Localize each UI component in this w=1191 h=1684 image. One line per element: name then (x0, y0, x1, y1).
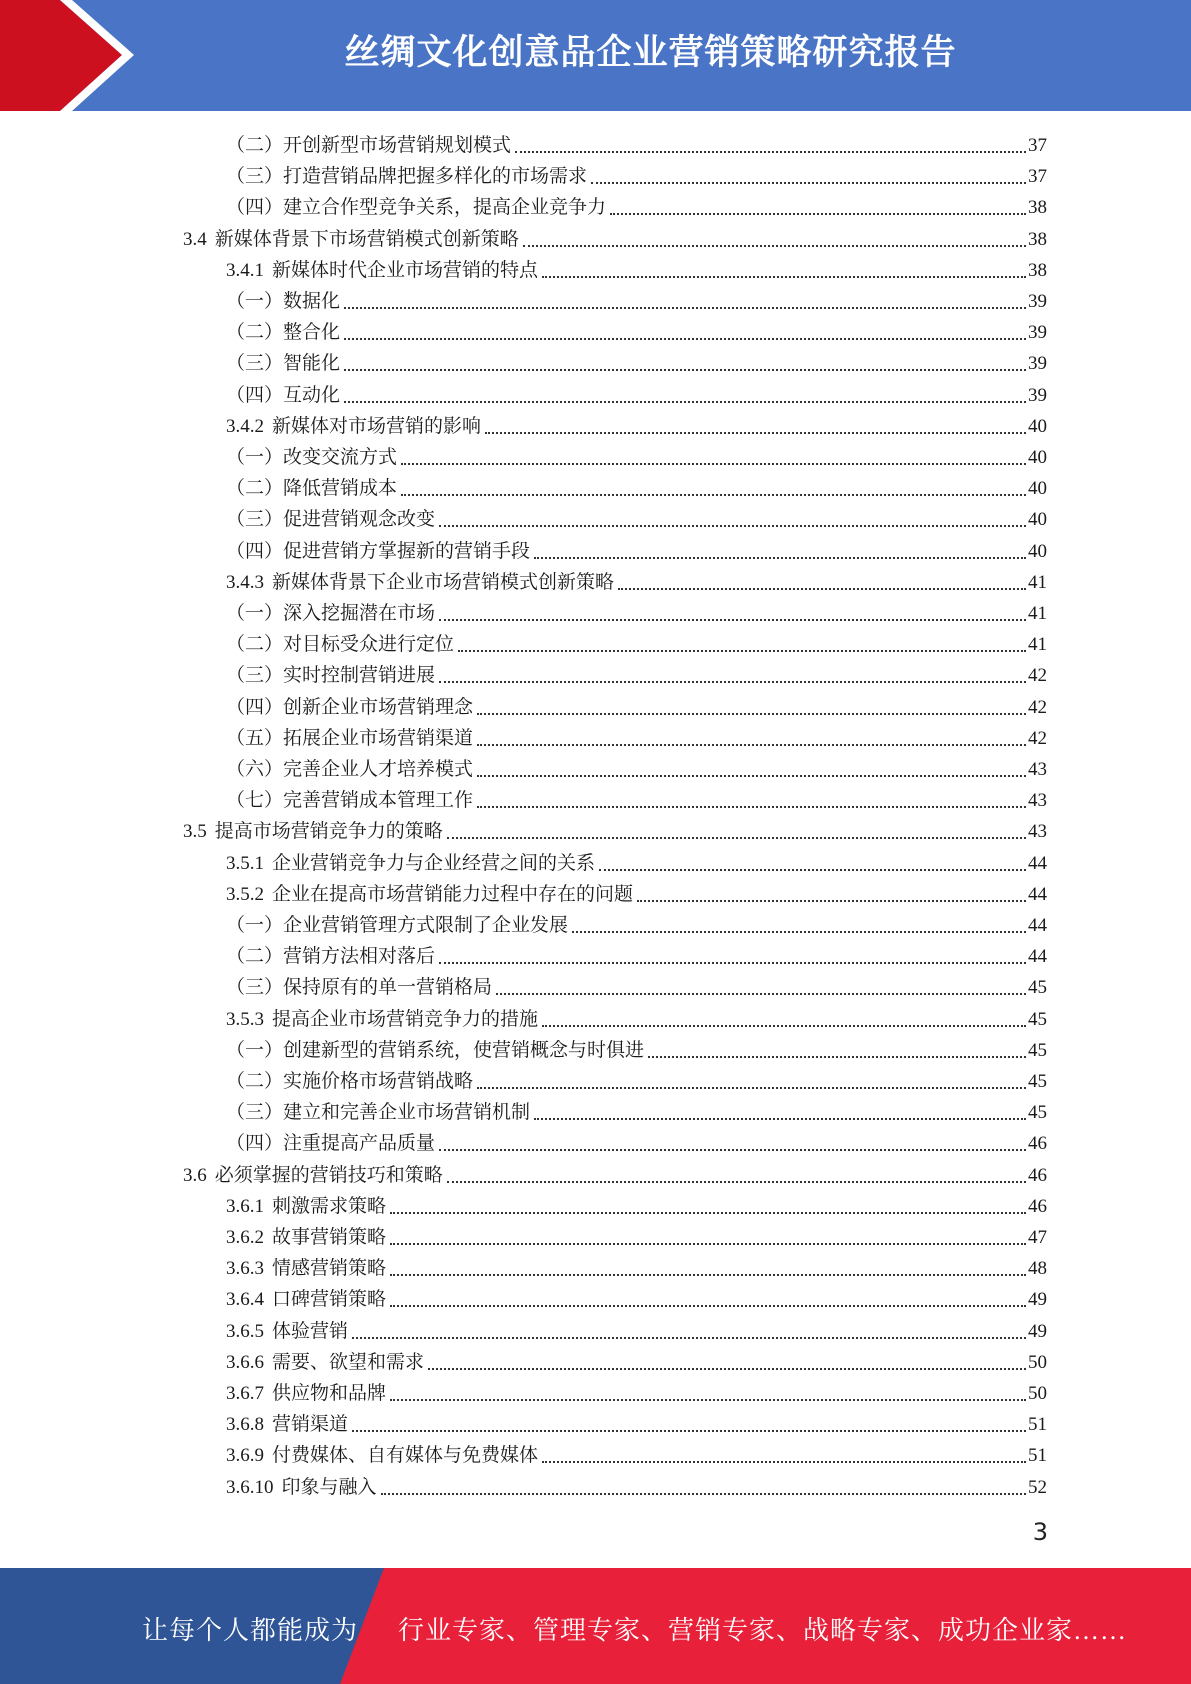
toc-entry-text: 口碑营销策略 (272, 1289, 387, 1311)
toc-dot-leader (390, 1305, 1026, 1307)
toc-page-number: 44 (1028, 915, 1047, 936)
toc-entry[interactable] (226, 1345, 1047, 1376)
toc-entry-text: （一）数据化 (226, 291, 341, 312)
toc-dot-leader (542, 276, 1026, 278)
toc-dot-leader (390, 1212, 1026, 1214)
toc-page-number: 41 (1028, 571, 1047, 593)
toc-entry[interactable] (226, 190, 1047, 221)
toc-entry[interactable] (226, 721, 1047, 752)
toc-entry[interactable] (226, 565, 1047, 596)
toc-section-number: 3.4.3 (226, 571, 264, 593)
toc-entry-title (226, 944, 435, 970)
toc-dot-leader (344, 338, 1026, 340)
toc-entry-text: （四）注重提高产品质量 (226, 1133, 436, 1155)
toc-dot-leader (447, 1181, 1026, 1183)
toc-dot-leader (477, 713, 1026, 715)
toc-page-number: 45 (1028, 1071, 1047, 1092)
toc-dot-leader (542, 1461, 1026, 1463)
toc-section-number: 3.6.2 (226, 1227, 264, 1248)
toc-entry-title (226, 1069, 473, 1095)
toc-page-number: 49 (1028, 1289, 1047, 1311)
toc-entry[interactable] (226, 471, 1047, 502)
toc-entry[interactable] (226, 690, 1047, 721)
toc-page-number: 40 (1028, 509, 1047, 531)
toc-entry[interactable] (183, 222, 1047, 253)
page-footer (0, 1568, 1191, 1684)
toc-entry-title (226, 695, 473, 721)
toc-page-number: 50 (1028, 1383, 1047, 1404)
toc-entry-title (226, 351, 340, 377)
toc-dot-leader (477, 744, 1026, 746)
toc-page-number: 42 (1028, 696, 1047, 718)
toc-entry[interactable] (226, 970, 1047, 1001)
toc-page-number: 44 (1028, 883, 1047, 905)
toc-entry-text: （四）互动化 (226, 384, 341, 406)
toc-dot-leader (439, 962, 1026, 964)
toc-page-number: 42 (1028, 665, 1047, 687)
toc-page-number: 40 (1028, 415, 1047, 437)
toc-entry-title (226, 383, 340, 409)
toc-page-number: 51 (1028, 1414, 1047, 1436)
toc-dot-leader (401, 463, 1026, 465)
toc-entry-text: 刺激需求策略 (272, 1195, 387, 1217)
toc-entry[interactable] (226, 1282, 1047, 1313)
toc-page-number: 42 (1028, 727, 1047, 749)
toc-section-number: 3.5.3 (226, 1008, 264, 1030)
toc-entry-text: （一）深入挖掘潜在市场 (226, 603, 436, 624)
toc-section-number: 3.6.1 (226, 1195, 264, 1217)
toc-entry-title (226, 851, 595, 877)
toc-section-number: 3.5.2 (226, 883, 264, 905)
toc-entry-text: 付费媒体、自有媒体与免费媒体 (272, 1445, 539, 1467)
toc-page-number: 45 (1028, 1039, 1047, 1061)
toc-dot-leader (477, 1087, 1026, 1089)
toc-dot-leader (381, 1493, 1026, 1495)
toc-entry-text: （三）建立和完善企业市场营销机制 (226, 1102, 531, 1124)
toc-entry-title (226, 539, 530, 565)
toc-dot-leader (458, 650, 1026, 652)
toc-entry-text: （三）促进营销观念改变 (226, 509, 436, 531)
toc-dot-leader (439, 1149, 1026, 1151)
toc-section-number: 3.6 (183, 1164, 207, 1186)
toc-entry-text: 提高市场营销竞争力的策略 (214, 821, 443, 843)
toc-page-number: 37 (1028, 166, 1047, 188)
toc-entry-title (226, 133, 511, 159)
toc-dot-leader (352, 1337, 1026, 1339)
toc-page-number: 46 (1028, 1164, 1047, 1186)
toc-section-number: 3.4 (183, 228, 207, 250)
toc-entry-text: 必须掌握的营销技巧和策略 (214, 1164, 443, 1186)
toc-dot-leader (523, 245, 1026, 247)
toc-entry-title (226, 164, 587, 190)
toc-entry-title (226, 1007, 538, 1033)
toc-entry-title (226, 1038, 644, 1064)
toc-dot-leader (428, 1368, 1026, 1370)
toc-page-number: 45 (1028, 977, 1047, 999)
toc-entry[interactable] (226, 346, 1047, 377)
toc-page-number: 50 (1028, 1351, 1047, 1373)
toc-dot-leader (390, 1399, 1026, 1401)
toc-entry-title (226, 601, 435, 627)
toc-entry-title (226, 1443, 538, 1469)
toc-page-number: 49 (1028, 1320, 1047, 1342)
toc-page-number: 39 (1028, 322, 1047, 344)
toc-entry-title (226, 320, 340, 346)
toc-entry[interactable] (226, 1033, 1047, 1064)
toc-entry[interactable] (226, 877, 1047, 908)
toc-section-number: 3.6.4 (226, 1289, 264, 1311)
toc-entry-text: （二）降低营销成本 (226, 478, 398, 500)
toc-entry[interactable] (226, 534, 1047, 565)
toc-entry-text: （一）改变交流方式 (226, 447, 398, 468)
toc-entry-title (226, 1194, 386, 1220)
toc-section-number: 3.4.2 (226, 415, 264, 437)
toc-dot-leader (599, 869, 1026, 871)
toc-entry[interactable] (226, 1376, 1047, 1407)
toc-page-number: 38 (1028, 197, 1047, 219)
toc-entry-text: 体验营销 (272, 1320, 349, 1342)
toc-entry-title (226, 1381, 386, 1407)
toc-dot-leader (390, 1243, 1026, 1245)
toc-page-number: 45 (1028, 1008, 1047, 1030)
toc-page-number: 38 (1028, 228, 1047, 250)
toc-page-number: 39 (1028, 353, 1047, 375)
toc-entry-text: 情感营销策略 (272, 1258, 387, 1280)
toc-entry-text: （四）创新企业市场营销理念 (226, 696, 474, 718)
document-title: 丝绸文化创意品企业营销策略研究报告 (344, 33, 957, 73)
toc-section-number: 3.6.5 (226, 1320, 264, 1342)
toc-page-number: 39 (1028, 291, 1047, 312)
toc-entry[interactable] (226, 502, 1047, 533)
toc-entry-text: （一）创建新型的营销系统，使营销概念与时俱进 (226, 1039, 645, 1061)
toc-entry[interactable] (226, 128, 1047, 159)
toc-entry-text: 企业营销竞争力与企业经营之间的关系 (272, 852, 596, 874)
toc-entry-text: 新媒体时代企业市场营销的特点 (272, 259, 539, 281)
toc-entry-text: （四）建立合作型竞争关系，提高企业竞争力 (226, 197, 607, 219)
toc-entry[interactable] (226, 1189, 1047, 1220)
toc-entry[interactable] (226, 1407, 1047, 1438)
toc-page-number: 46 (1028, 1133, 1047, 1155)
toc-entry-title (226, 788, 473, 814)
toc-entry[interactable] (226, 1251, 1047, 1282)
toc-dot-leader (344, 369, 1026, 371)
toc-entry-title (226, 1475, 377, 1501)
toc-dot-leader (352, 1430, 1026, 1432)
toc-page-number: 41 (1028, 634, 1047, 656)
toc-dot-leader (618, 588, 1026, 590)
toc-entry[interactable] (226, 658, 1047, 689)
toc-entry[interactable] (226, 1220, 1047, 1251)
page-number: 3 (1032, 1518, 1048, 1546)
toc-page-number: 40 (1028, 447, 1047, 468)
toc-entry-title (226, 757, 473, 783)
toc-dot-leader (515, 151, 1026, 153)
toc-section-number: 3.6.9 (226, 1445, 264, 1467)
toc-section-number: 3.6.3 (226, 1258, 264, 1280)
toc-dot-leader (534, 1118, 1026, 1120)
toc-entry-title (226, 726, 473, 752)
toc-dot-leader (447, 837, 1026, 839)
toc-entry[interactable] (226, 1095, 1047, 1126)
toc-dot-leader (439, 525, 1026, 527)
toc-page-number: 37 (1028, 135, 1047, 156)
toc-entry-text: （二）整合化 (226, 322, 341, 344)
toc-dot-leader (637, 900, 1026, 902)
toc-section-number: 3.4.1 (226, 259, 264, 281)
toc-entry[interactable] (226, 939, 1047, 970)
toc-page-number: 39 (1028, 384, 1047, 406)
toc-entry-text: 新媒体背景下企业市场营销模式创新策略 (272, 571, 615, 593)
toc-entry-title (226, 975, 492, 1001)
toc-page-number: 40 (1028, 540, 1047, 562)
header-chevron-decoration (0, 0, 160, 111)
toc-page-number: 43 (1028, 790, 1047, 812)
toc-page-number: 44 (1028, 852, 1047, 874)
toc-entry-title (183, 227, 519, 253)
footer-tagline: 行业专家、管理专家、营销专家、战略专家、成功企业家…… (398, 1616, 1128, 1645)
toc-dot-leader (401, 494, 1026, 496)
toc-entry-text: 新媒体对市场营销的影响 (272, 415, 482, 437)
toc-entry-title (226, 1412, 348, 1438)
toc-entry[interactable] (226, 908, 1047, 939)
toc-entry-title (226, 1225, 386, 1251)
toc-entry[interactable] (226, 596, 1047, 627)
toc-dot-leader (496, 993, 1026, 995)
toc-dot-leader (344, 401, 1026, 403)
footer-slogan: 让每个人都能成为 (142, 1616, 359, 1645)
toc-entry-text: （二）对目标受众进行定位 (226, 634, 455, 656)
toc-entry-title (226, 570, 614, 596)
toc-entry[interactable] (226, 253, 1047, 284)
toc-entry[interactable] (226, 159, 1047, 190)
toc-entry[interactable] (183, 814, 1047, 845)
toc-entry-text: （三）保持原有的单一营销格局 (226, 977, 493, 999)
toc-entry[interactable] (226, 1002, 1047, 1033)
toc-entry-title (226, 1350, 424, 1376)
toc-entry-text: （一）企业营销管理方式限制了企业发展 (226, 915, 569, 936)
toc-page-number: 43 (1028, 759, 1047, 780)
toc-dot-leader (477, 806, 1026, 808)
toc-entry[interactable] (226, 627, 1047, 658)
toc-entry-title (183, 1163, 443, 1189)
toc-entry-title (226, 1256, 386, 1282)
toc-entry[interactable] (226, 440, 1047, 471)
toc-dot-leader (485, 432, 1026, 434)
toc-page-number: 48 (1028, 1258, 1047, 1280)
toc-entry-text: （三）实时控制营销进展 (226, 665, 436, 687)
toc-entry-title (226, 445, 397, 471)
toc-dot-leader (572, 931, 1026, 933)
toc-entry-text: 新媒体背景下市场营销模式创新策略 (214, 228, 519, 250)
toc-section-number: 3.6.8 (226, 1414, 264, 1436)
toc-entry[interactable] (226, 1438, 1047, 1469)
toc-dot-leader (439, 681, 1026, 683)
toc-entry-title (226, 1131, 435, 1157)
toc-entry-text: （三）智能化 (226, 353, 341, 375)
toc-entry-title (226, 913, 568, 939)
toc-entry-text: 印象与融入 (281, 1476, 377, 1498)
toc-entry-title (226, 1319, 348, 1345)
toc-entry-text: 提高企业市场营销竞争力的措施 (272, 1008, 539, 1030)
toc-entry[interactable] (226, 315, 1047, 346)
toc-entry-title (226, 507, 435, 533)
toc-page-number: 38 (1028, 259, 1047, 281)
toc-dot-leader (591, 182, 1026, 184)
toc-page-number: 47 (1028, 1227, 1047, 1248)
toc-dot-leader (610, 213, 1026, 215)
toc-entry-title (226, 258, 538, 284)
toc-entry-text: （二）实施价格市场营销战略 (226, 1071, 474, 1092)
toc-entry-text: （六）完善企业人才培养模式 (226, 759, 474, 780)
toc-entry-title (183, 819, 443, 845)
toc-entry-text: 供应物和品牌 (272, 1383, 387, 1404)
toc-entry[interactable] (226, 284, 1047, 315)
toc-entry[interactable] (183, 1158, 1047, 1189)
toc-entry-title (226, 414, 481, 440)
toc-entry-title (226, 663, 435, 689)
toc-entry[interactable] (226, 378, 1047, 409)
toc-page-number: 46 (1028, 1195, 1047, 1217)
toc-entry[interactable] (226, 1126, 1047, 1157)
toc-entry-text: 故事营销策略 (272, 1227, 387, 1248)
toc-entry[interactable] (226, 846, 1047, 877)
toc-entry-title (226, 1100, 530, 1126)
toc-entry-text: （五）拓展企业市场营销渠道 (226, 727, 474, 749)
toc-page-number: 45 (1028, 1102, 1047, 1124)
toc-entry-text: （二）营销方法相对落后 (226, 946, 436, 968)
toc-entry-text: （七）完善营销成本管理工作 (226, 790, 474, 812)
toc-entry-title (226, 476, 397, 502)
toc-entry-text: 企业在提高市场营销能力过程中存在的问题 (272, 883, 634, 905)
toc-dot-leader (648, 1056, 1026, 1058)
toc-entry-text: 营销渠道 (272, 1414, 349, 1436)
page-header (0, 0, 1191, 111)
toc-dot-leader (439, 619, 1026, 621)
toc-entry[interactable] (226, 752, 1047, 783)
toc-section-number: 3.5.1 (226, 852, 264, 874)
toc-page-number: 40 (1028, 478, 1047, 500)
toc-entry-text: （二）开创新型市场营销规划模式 (226, 135, 512, 156)
toc-entry-title (226, 289, 340, 315)
toc-entry[interactable] (226, 1314, 1047, 1345)
toc-dot-leader (477, 775, 1026, 777)
toc-section-number: 3.6.10 (226, 1476, 274, 1498)
toc-page-number: 41 (1028, 603, 1047, 624)
toc-dot-leader (542, 1025, 1026, 1027)
toc-entry-title (226, 632, 454, 658)
toc-entry[interactable] (226, 409, 1047, 440)
toc-dot-leader (390, 1274, 1026, 1276)
toc-entry-text: （四）促进营销方掌握新的营销手段 (226, 540, 531, 562)
toc-section-number: 3.5 (183, 821, 207, 843)
toc-section-number: 3.6.6 (226, 1351, 264, 1373)
toc-entry-text: 需要、欲望和需求 (272, 1351, 425, 1373)
toc-page-number: 52 (1028, 1476, 1047, 1498)
toc-entry[interactable] (226, 1064, 1047, 1095)
toc-section-number: 3.6.7 (226, 1383, 264, 1404)
toc-entry-text: （三）打造营销品牌把握多样化的市场需求 (226, 166, 588, 188)
toc-dot-leader (344, 307, 1026, 309)
toc-dot-leader (534, 557, 1026, 559)
toc-page-number: 44 (1028, 946, 1047, 968)
toc-page-number: 51 (1028, 1445, 1047, 1467)
toc-entry-title (226, 882, 633, 908)
toc-entry-title (226, 1287, 386, 1313)
toc-entry-title (226, 195, 606, 221)
toc-entry[interactable] (226, 1470, 1047, 1501)
toc-page-number: 43 (1028, 821, 1047, 843)
toc-entry[interactable] (226, 783, 1047, 814)
